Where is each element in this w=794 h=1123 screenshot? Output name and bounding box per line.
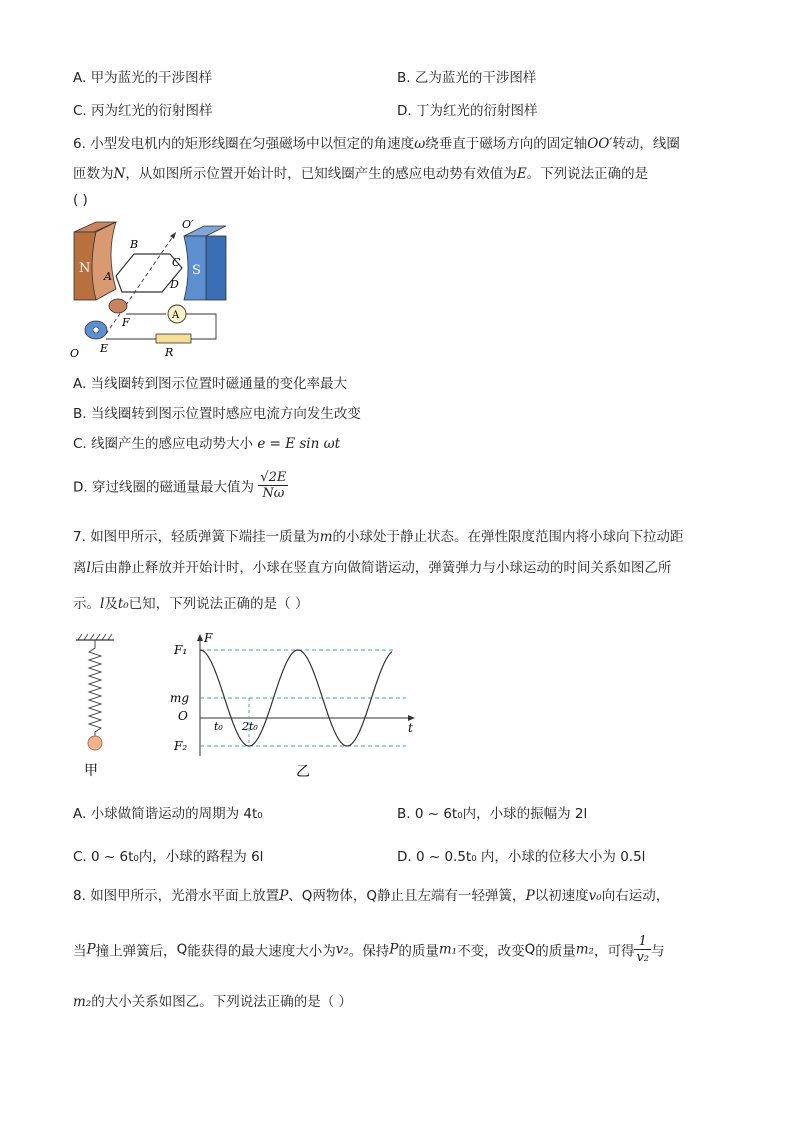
o-prime-label: O′ xyxy=(182,218,194,231)
q7-option-c: C. 0 ~ 6t₀内，小球的路程为 6l xyxy=(73,849,264,865)
spring-force-figure xyxy=(66,628,426,778)
max-flux-fraction: $\frac{√2E}{N\omega}$ xyxy=(260,470,287,501)
q6-stem-line1: 6. 小型发电机内的矩形线圈在匀强磁场中以恒定的角速度ω绕垂直于磁场方向的固定轴OO′转动，线圈 xyxy=(73,136,680,152)
q6-option-c: C. 线圈产生的感应电动势大小 e = E sin ωt xyxy=(73,436,341,452)
q6-stem-line2: 匝数为N，从如图所示位置开始计时，已知线圈产生的感应电动势有效值为E。下列说法正确的是 xyxy=(73,166,649,182)
q8-stem-line2: 当P撞上弹簧后，Q能获得的最大速度大小为v₂。保持P的质量m₁不变，改变Q的质量m₂，可得 $\frac{1}{\text{v₂}}$ 与 xyxy=(73,934,665,965)
point-a-label: A xyxy=(104,270,112,283)
q7-stem-line3: 示。l及t₀已知，下列说法正确的是（ ） xyxy=(73,596,309,612)
inverse-v2-fraction: $\frac{1}{\text{v₂}}$ xyxy=(636,934,650,965)
axis-f-label: F xyxy=(204,631,213,645)
q8-stem-line3: m₂的大小关系如图乙。下列说法正确的是（ ） xyxy=(73,994,353,1010)
q7-option-b: B. 0 ~ 6t₀内，小球的振幅为 2l xyxy=(397,806,588,822)
hanging-ball xyxy=(88,736,102,750)
q8-stem-line1: 8. 如图甲所示，光滑水平面上放置P、Q两物体，Q静止且左端有一轻弹簧，P以初速度v₀向右运动， xyxy=(73,888,670,904)
ammeter-label: A xyxy=(172,310,180,321)
q7-stem-line2: 离l后由静止释放并开始计时，小球在竖直方向做简谐运动，弹簧弹力与小球运动的时间关系如图乙所 xyxy=(73,560,672,576)
brush-e-label: E xyxy=(100,342,109,355)
resistor-r-label: R xyxy=(165,346,174,359)
origin-o-label: O xyxy=(178,709,188,723)
label-jia: 甲 xyxy=(84,763,98,778)
q5-option-c: C. 丙为红光的衍射图样 xyxy=(73,103,213,119)
q7-option-a: A. 小球做简谐运动的周期为 4t₀ xyxy=(73,806,263,822)
q5-option-b: B. 乙为蓝光的干涉图样 xyxy=(397,70,537,86)
f1-label: F₁ xyxy=(174,643,188,657)
q5-option-d: D. 丁为红光的衍射图样 xyxy=(397,103,538,119)
q6-answer-bracket: ( ) xyxy=(73,192,88,208)
generator-figure xyxy=(66,214,228,362)
point-d-label: D xyxy=(170,278,179,291)
brush-f-label: F xyxy=(122,316,130,329)
t0-tick-label: t₀ xyxy=(214,720,223,733)
axis-o-label: O xyxy=(70,347,80,360)
q7-option-d: D. 0 ~ 0.5t₀ 内，小球的位移大小为 0.5l xyxy=(397,849,646,865)
label-yi: 乙 xyxy=(296,764,310,778)
2t0-tick-label: 2t₀ xyxy=(242,720,258,733)
axis-t-label: t xyxy=(408,721,413,735)
q6-option-a: A. 当线圈转到图示位置时磁通量的变化率最大 xyxy=(73,376,348,392)
point-c-label: C xyxy=(172,256,181,269)
q6-option-b: B. 当线圈转到图示位置时感应电流方向发生改变 xyxy=(73,406,361,422)
q6-option-d: D. 穿过线圈的磁通量最大值为 $\frac{√2E}{N\omega}$ xyxy=(73,470,287,501)
q7-stem-line1: 7. 如图甲所示，轻质弹簧下端挂一质量为m的小球处于静止状态。在弹性限度范围内将小球向下拉动距 xyxy=(73,529,684,545)
s-pole-label: S xyxy=(192,263,201,278)
n-pole-label: N xyxy=(79,261,91,276)
point-b-label: B xyxy=(130,238,139,251)
q5-option-a: A. 甲为蓝光的干涉图样 xyxy=(73,70,213,86)
mg-label: mg xyxy=(170,691,190,705)
f2-label: F₂ xyxy=(174,739,188,753)
